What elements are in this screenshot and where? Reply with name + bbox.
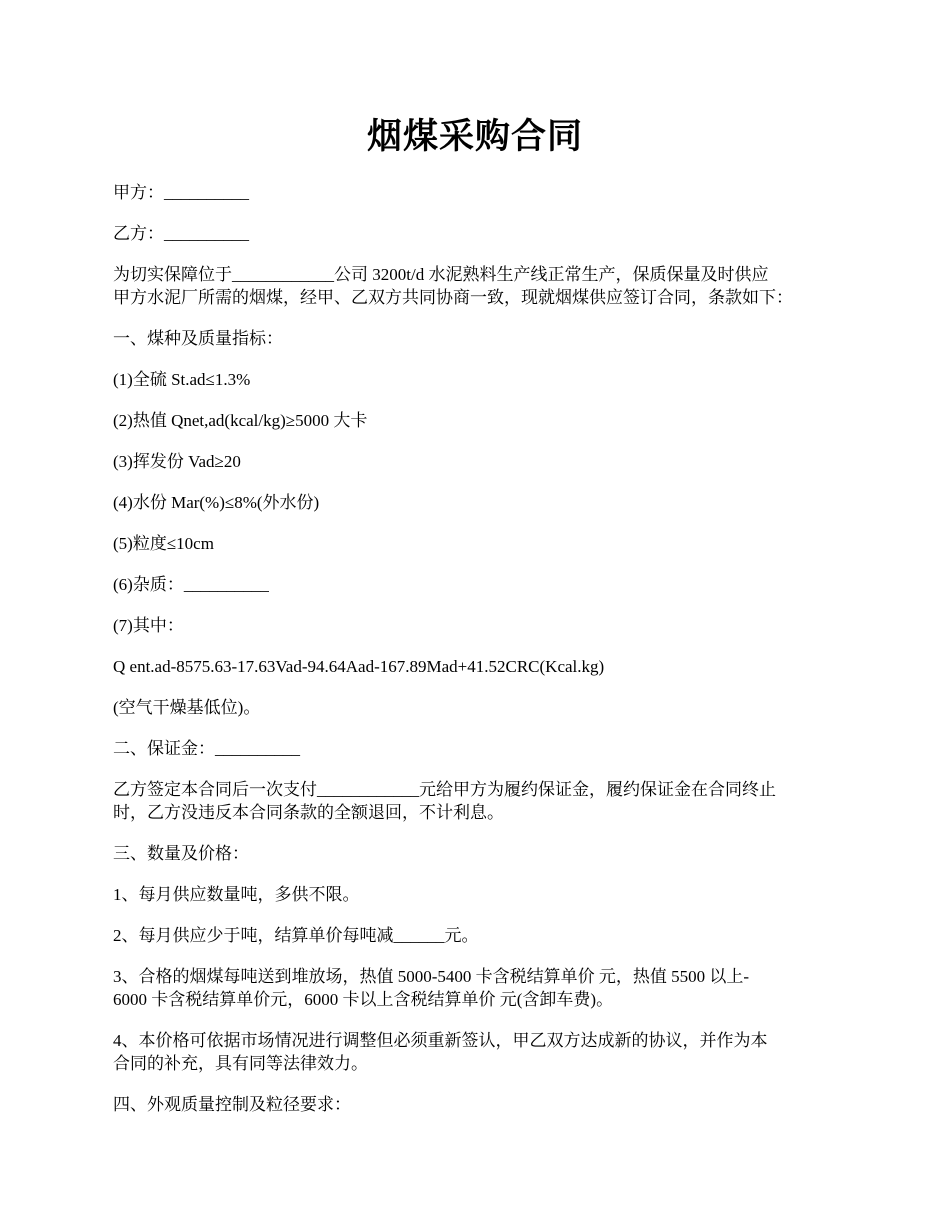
section-heading-coal-quality: 一、煤种及质量指标： <box>113 329 283 348</box>
quality-item-volatile: (3)挥发份 Vad≥20 <box>113 452 241 471</box>
party-a-line: 甲方：__________ <box>113 183 249 202</box>
formula-basis-note: (空气干燥基低位)。 <box>113 698 261 717</box>
quality-item-note: (7)其中： <box>113 616 184 635</box>
section-heading-deposit: 二、保证金：__________ <box>113 739 300 758</box>
quality-item-particle-size: (5)粒度≤10cm <box>113 534 214 553</box>
quality-item-sulfur: (1)全硫 St.ad≤1.3% <box>113 370 251 389</box>
quality-item-impurities: (6)杂质：__________ <box>113 575 269 594</box>
quality-item-heat-value: (2)热值 Qnet,ad(kcal/kg)≥5000 大卡 <box>113 411 368 430</box>
price-item-4: 4、本价格可依据市场情况进行调整但必须重新签认，甲乙双方达成新的协议，并作为本 合同的补充，具有同等法律效力。 <box>113 1031 768 1073</box>
section-heading-appearance: 四、外观质量控制及粒径要求： <box>113 1095 351 1114</box>
quality-item-moisture: (4)水份 Mar(%)≤8%(外水份) <box>113 493 320 512</box>
document-body <box>113 181 843 1134</box>
document-title: 烟煤采购合同 <box>366 117 583 156</box>
party-b-line: 乙方：__________ <box>113 224 249 243</box>
price-item-1: 1、每月供应数量吨，多供不限。 <box>113 885 360 904</box>
price-item-2: 2、每月供应少于吨，结算单价每吨减______元。 <box>113 926 479 945</box>
price-item-3: 3、合格的烟煤每吨送到堆放场，热值 5000-5400 卡含税结算单价 元，热值 5500 以上- 6000 卡含税结算单价元，6000 卡以上含税结算单价 元(含卸车费)。 <box>113 967 750 1009</box>
heat-value-formula: Q ent.ad-8575.63-17.63Vad-94.64Aad-167.89Mad+41.52CRC(Kcal.kg) <box>113 657 605 676</box>
deposit-paragraph: 乙方签定本合同后一次支付____________元给甲方为履约保证金，履约保证金在合同终止 时，乙方没违反本合同条款的全额退回，不计利息。 <box>113 780 776 822</box>
preamble-paragraph: 为切实保障位于____________公司 3200t/d 水泥熟料生产线正常生产，保质保量及时供应 甲方水泥厂所需的烟煤，经甲、乙双方共同协商一致，现就烟煤供应签订合同，条款如下： <box>113 265 793 307</box>
section-heading-quantity-price: 三、数量及价格： <box>113 844 249 863</box>
